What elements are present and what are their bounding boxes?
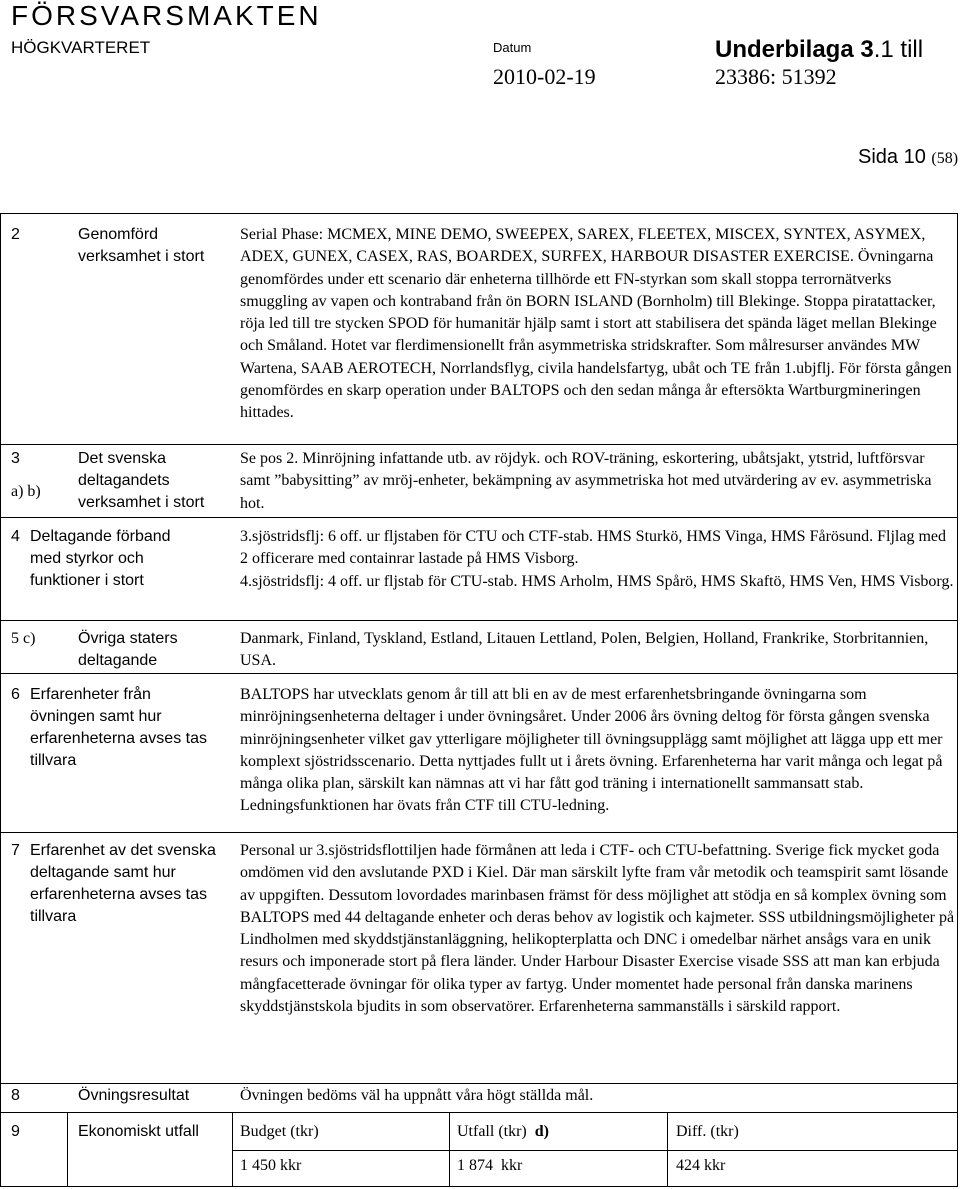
row-subnumber: a) b) — [11, 483, 41, 500]
budget-header: Budget (tkr) — [240, 1123, 319, 1140]
attachment-title — [715, 36, 923, 64]
row-text — [240, 224, 956, 425]
row-text — [240, 526, 956, 593]
row-divider — [0, 620, 958, 621]
department-name: HÖGKVARTERET — [11, 38, 151, 57]
organization-name: FÖRSVARSMAKTEN — [11, 0, 322, 31]
row-divider — [0, 444, 958, 445]
utfall-header — [457, 1121, 549, 1143]
row-label: Genomförd verksamhet i stort — [78, 226, 205, 265]
column-divider — [449, 1112, 450, 1187]
row-divider — [0, 517, 958, 518]
row-text — [240, 448, 956, 515]
attachment-title-rest: .1 till — [873, 36, 924, 63]
document-date: 2010-02-19 — [493, 64, 596, 89]
page-total: (58) — [931, 150, 959, 167]
row-number: 3 — [11, 450, 20, 467]
row-number: 8 — [11, 1087, 20, 1104]
page-label: Sida 10 — [858, 146, 932, 168]
row-divider — [0, 832, 958, 833]
row-paragraph: 3.sjöstridsflj: 6 off. ur fljstaben för CTU och CTF-stab. HMS Sturkö, HMS Vinga, HMS Fårösund. Fljlag med 2 officerare med containrar lastade på HMS Visborg. — [240, 528, 946, 568]
row-divider — [0, 673, 958, 674]
row-paragraph: Serial Phase: MCMEX, MINE DEMO, SWEEPEX, SAREX, FLEETEX, MISCEX, SYNTEX, ASYMEX, ADEX, GUNEX, CASEX, RAS, BOARDEX, SURFEX, HARBOUR DISASTER EXERCISE. Övningarna genomfördes under ett scenario där enheterna tillhörde ett FN-styrkan som skall stoppa terrornätverks smuggling av vapen och kontraband från ön BORN ISLAND (Bornholm) till Blekinge. Stoppa piratattacker, röja led till tre stycken SPOD för humanitär hjälp samt i stort att stabilisera det spända läget mellan Blekinge och Småland. Hotet var flerdimensionellt från asymmetriska stridskrafter. Som målresurser användes MW Wartena, SAAB AEROTECH, Norrlandsflyg, civila handelsfartyg, ubåt och TE från 1.ubjflj. För första gången genomfördes en skarp operation under BALTOPS och den sedan många år eftersökta Wartburgmineringen hittades. — [240, 226, 952, 422]
row-paragraph: Se pos 2. Minröjning infattande utb. av röjdyk. och ROV-träning, eskortering, ubåtsjakt, ytstrid, luftförsvar samt ”babysitting” av mröj-enheter, bekämpning av asymmetriska hot med utvärdering av ev. asymmetriska hot. — [240, 450, 932, 512]
budget-value: 1 450 kkr — [240, 1157, 302, 1174]
diff-header: Diff. (tkr) — [676, 1123, 739, 1140]
row-label: Det svenska deltagandets verksamhet i stort — [78, 450, 205, 511]
row-number: 7 — [11, 842, 20, 859]
diff-value: 424 kkr — [676, 1157, 726, 1174]
column-divider — [667, 1112, 668, 1187]
row-paragraph: BALTOPS har utvecklats genom år till att bli en av de mest erfarenhetsbringande övningarna som minröjningsenheterna deltager i under övningsåret. Under 2006 års övning deltog för första gången svenska minröjningsenheter vilket gav ytterligare möjligheter till övningsupplägg samt möjlighet att lägga upp ett mer komplext sjöstridsscenario. Detta nyttjades fullt ut i årets övning. Erfarenheterna har varit många och legat på många olika plan, särskilt kan nämnas att vi har fått god träning i internationellt sammansatt stab. Ledningsfunktionen har övats från CTF till CTU-ledning. — [240, 686, 943, 815]
utfall-header-label: Utfall (tkr) — [457, 1123, 535, 1140]
row-text — [240, 684, 956, 818]
row-number: 2 — [11, 226, 20, 243]
row-paragraph: 4.sjöstridsflj: 4 off. ur fljstab för CTU-stab. HMS Arholm, HMS Spårö, HMS Skaftö, HMS Ven, HMS Visborg. — [240, 572, 954, 590]
row-paragraph: Personal ur 3.sjöstridsflottiljen hade förmånen att leda i CTF- och CTU-befattning. Sverige fick mycket goda omdömen vid den avslutande PXD i Kiel. Där man särskilt lyfte fram vår metodik och teamspirit samt lösande av uppgiften. Dessutom lovordades marinbasen främst för dess möjlighet att stödja en så komplex övning som BALTOPS med 44 deltagande enheter och deras behov av logistik och kajmeter. SSS utbildningsmöjligheter på Lindholmen med skyddstjänstanläggning, helikopterplatta och DNC i omedelbar närhet ansågs vara en unik resurs och imponerade stort på flera länder. Under Harbour Disaster Exercise visade SSS att man kan erbjuda mångfacetterade övningar för olika typer av fartyg. Under momentet hade personal från danska marinens skyddstjänstskola bjudits in som observatörer. Erfarenheterna sammanställs i särskild rapport. — [240, 842, 955, 1016]
row-divider — [0, 1083, 958, 1084]
row-paragraph: Danmark, Finland, Tyskland, Estland, Litauen Lettland, Polen, Belgien, Holland, Frankrike, Storbritannien, USA. — [240, 630, 929, 670]
row-text — [240, 1085, 956, 1107]
row-number: 9 — [11, 1123, 20, 1140]
row-number: 4 — [11, 528, 20, 545]
row-paragraph: Övningen bedöms väl ha uppnått våra högt ställda mål. — [240, 1087, 594, 1104]
utfall-header-mark: d) — [534, 1123, 549, 1140]
row-label: Deltagande förband med styrkor och funktioner i stort — [30, 528, 171, 589]
row-number: 5 c) — [11, 630, 36, 647]
utfall-value: 1 874 kkr — [457, 1157, 523, 1174]
reference-number: 23386: 51392 — [715, 64, 837, 89]
row-text — [240, 628, 956, 673]
row-divider — [0, 1112, 958, 1113]
attachment-title-bold: Underbilaga 3 — [715, 36, 874, 63]
page-number — [858, 146, 958, 169]
row-text — [240, 840, 956, 1018]
row-label: Erfarenheter från övningen samt hur erfarenheterna avses tas tillvara — [30, 686, 207, 769]
economy-header-divider — [232, 1150, 958, 1151]
column-divider — [67, 1112, 68, 1187]
row-label: Övriga staters deltagande — [78, 630, 178, 669]
row-number: 6 — [11, 686, 20, 703]
date-label: Datum — [493, 40, 532, 55]
row-label: Erfarenhet av det svenska deltagande samt hur erfarenheterna avses tas tillvara — [30, 842, 216, 925]
row-label: Övningsresultat — [78, 1087, 190, 1104]
row-label: Ekonomiskt utfall — [78, 1123, 199, 1140]
